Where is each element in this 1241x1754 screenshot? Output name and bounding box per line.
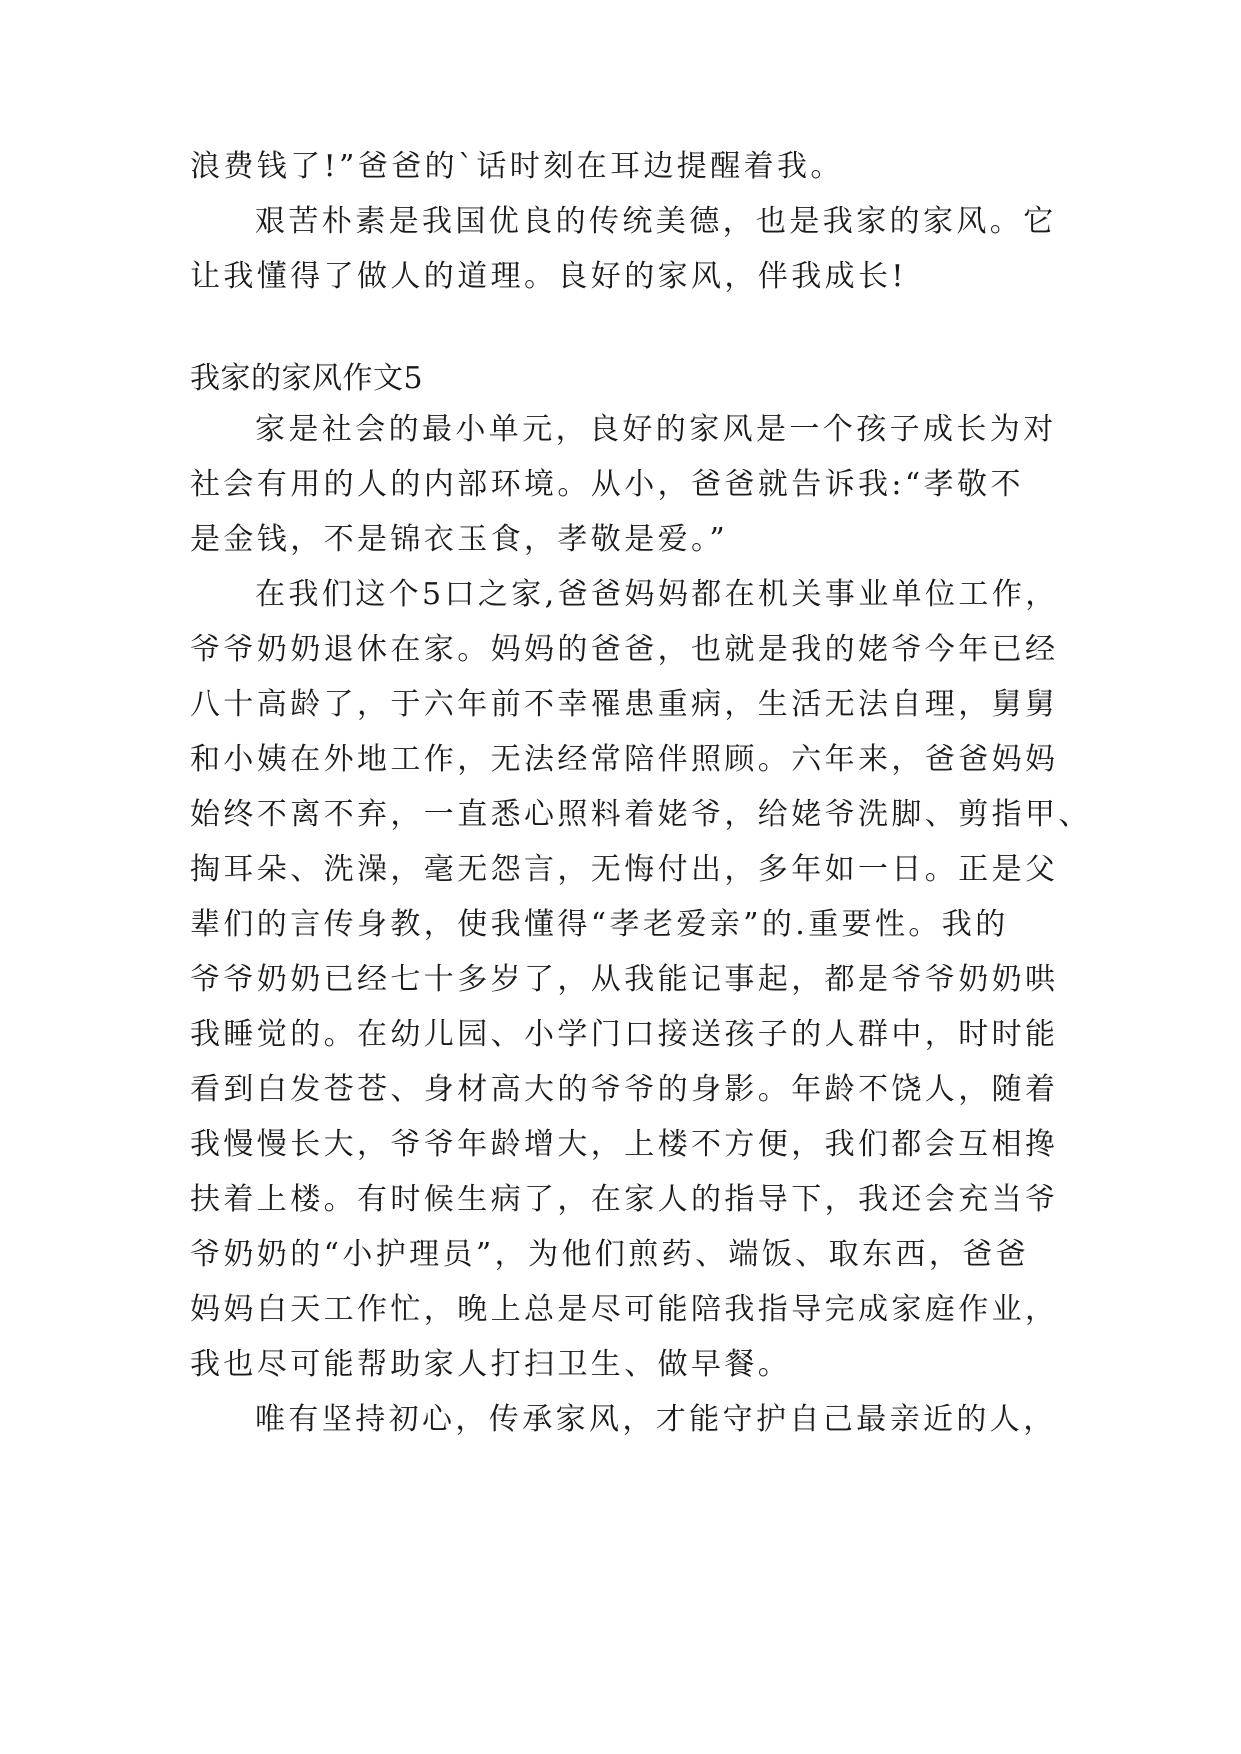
paragraph-line: 始终不离不弃，一直悉心照料着姥爷，给姥爷洗脚、剪指甲、: [190, 797, 1092, 832]
paragraph-line: 浪费钱了!”爸爸的`话时刻在耳边提醒着我。: [190, 149, 844, 184]
paragraph-line: 扶着上楼。有时候生病了，在家人的指导下，我还会充当爷: [190, 1182, 1059, 1217]
paragraph-line: 家是社会的最小单元，良好的家风是一个孩子成长为对: [255, 412, 1057, 447]
paragraph-line: 爷爷奶奶退休在家。妈妈的爸爸，也就是我的姥爷今年已经: [190, 632, 1059, 667]
section-heading: 我家的家风作文5: [190, 361, 424, 396]
paragraph-line: 唯有坚持初心，传承家风，才能守护自己最亲近的人，: [255, 1402, 1057, 1437]
paragraph-line: 妈妈白天工作忙，晚上总是尽可能陪我指导完成家庭作业，: [190, 1292, 1059, 1327]
paragraph-line: 和小姨在外地工作，无法经常陪伴照顾。六年来，爸爸妈妈: [190, 742, 1059, 777]
paragraph-line: 爷爷奶奶已经七十多岁了，从我能记事起，都是爷爷奶奶哄: [190, 962, 1059, 997]
paragraph-line: 我睡觉的。在幼儿园、小学门口接送孩子的人群中，时时能: [190, 1017, 1059, 1052]
paragraph-line: 我慢慢长大，爷爷年龄增大，上楼不方便，我们都会互相搀: [190, 1127, 1059, 1162]
paragraph-line: 爷奶奶的“小护理员”，为他们煎药、端饭、取东西，爸爸: [190, 1237, 1030, 1272]
paragraph-line: 社会有用的人的内部环境。从小，爸爸就告诉我:“孝敬不: [190, 467, 1024, 502]
paragraph-line: 让我懂得了做人的道理。良好的家风，伴我成长!: [190, 259, 907, 294]
paragraph-line: 看到白发苍苍、身材高大的爷爷的身影。年龄不饶人，随着: [190, 1072, 1059, 1107]
paragraph-line: 艰苦朴素是我国优良的传统美德，也是我家的家风。它: [255, 204, 1057, 239]
paragraph-line: 辈们的言传身教，使我懂得“孝老爱亲”的.重要性。我的: [190, 907, 1009, 942]
paragraph-line: 是金钱，不是锦衣玉食，孝敬是爱。”: [190, 522, 729, 557]
paragraph-line: 在我们这个5口之家,爸爸妈妈都在机关事业单位工作，: [255, 577, 1059, 612]
paragraph-line: 八十高龄了，于六年前不幸罹患重病，生活无法自理，舅舅: [190, 687, 1059, 722]
paragraph-line: 掏耳朵、洗澡，毫无怨言，无悔付出，多年如一日。正是父: [190, 852, 1059, 887]
paragraph-line: 我也尽可能帮助家人打扫卫生、做早餐。: [190, 1347, 792, 1382]
